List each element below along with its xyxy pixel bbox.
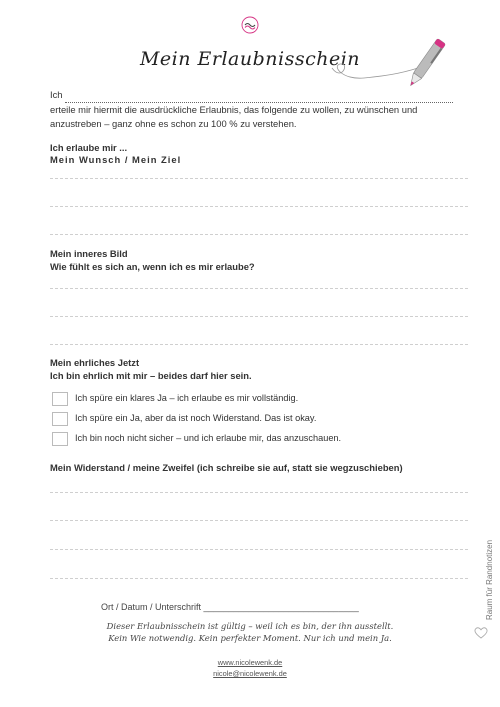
now-subtitle: Ich bin ehrlich mit mir – beides darf hier sein. bbox=[50, 370, 252, 381]
resistance-title: Mein Widerstand / meine Zweifel (ich schreibe sie auf, statt sie wegzuschieben) bbox=[50, 462, 403, 473]
signature-field[interactable] bbox=[101, 602, 359, 612]
option-checkbox[interactable] bbox=[52, 432, 68, 446]
page-title: Mein Erlaubnisschein bbox=[139, 48, 361, 70]
write-line[interactable] bbox=[50, 492, 468, 493]
write-line[interactable] bbox=[50, 316, 468, 317]
wish-title: Ich erlaube mir ... bbox=[50, 142, 128, 153]
write-line[interactable] bbox=[50, 578, 468, 579]
write-line[interactable] bbox=[50, 206, 468, 207]
intro-ich-label: Ich bbox=[50, 89, 63, 100]
signature-label: Ort / Datum / Unterschrift bbox=[101, 602, 202, 612]
write-line[interactable] bbox=[50, 234, 468, 235]
logo-icon bbox=[241, 16, 259, 34]
write-line[interactable] bbox=[50, 178, 468, 179]
inner-subtitle: Wie fühlt es sich an, wenn ich es mir erlaube? bbox=[50, 261, 255, 272]
write-line[interactable] bbox=[50, 344, 468, 345]
pen-icon bbox=[395, 34, 455, 96]
signature-line: _______________________________ bbox=[203, 602, 359, 612]
option-checkbox[interactable] bbox=[52, 412, 68, 426]
intro-text: erteile mir hiermit die ausdrückliche Erlaubnis, das folgende zu wollen, zu wünschen und anzustreben – ganz ohne es schon zu 100 % zu verstehen. bbox=[50, 104, 418, 129]
validity-note-line1: Dieser Erlaubnisschein ist gültig – weil ich es bin, der ihn ausstellt. bbox=[106, 621, 394, 631]
website-link[interactable]: www.nicolewenk.de bbox=[217, 658, 283, 667]
inner-title: Mein inneres Bild bbox=[50, 248, 128, 259]
margin-note-label: Raum für Randnotizen bbox=[485, 539, 494, 620]
email-link[interactable]: nicole@nicolewenk.de bbox=[213, 669, 287, 678]
option-checkbox[interactable] bbox=[52, 392, 68, 406]
write-line[interactable] bbox=[50, 288, 468, 289]
option-label: Ich spüre ein klares Ja – ich erlaube es mir vollständig. bbox=[75, 393, 299, 403]
intro-ich-line bbox=[50, 88, 460, 103]
wish-subtitle: Mein Wunsch / Mein Ziel bbox=[50, 154, 182, 165]
write-line[interactable] bbox=[50, 520, 468, 521]
validity-note-line2: Kein Wie notwendig. Kein perfekter Moment. Nur ich und mein Ja. bbox=[108, 633, 392, 643]
write-line[interactable] bbox=[50, 549, 468, 550]
option-label: Ich spüre ein Ja, aber da ist noch Widerstand. Das ist okay. bbox=[75, 413, 317, 423]
option-label: Ich bin noch nicht sicher – und ich erlaube mir, das anzuschauen. bbox=[75, 433, 342, 443]
heart-icon bbox=[474, 626, 488, 639]
now-title: Mein ehrliches Jetzt bbox=[50, 357, 140, 368]
name-blank[interactable] bbox=[65, 88, 453, 103]
